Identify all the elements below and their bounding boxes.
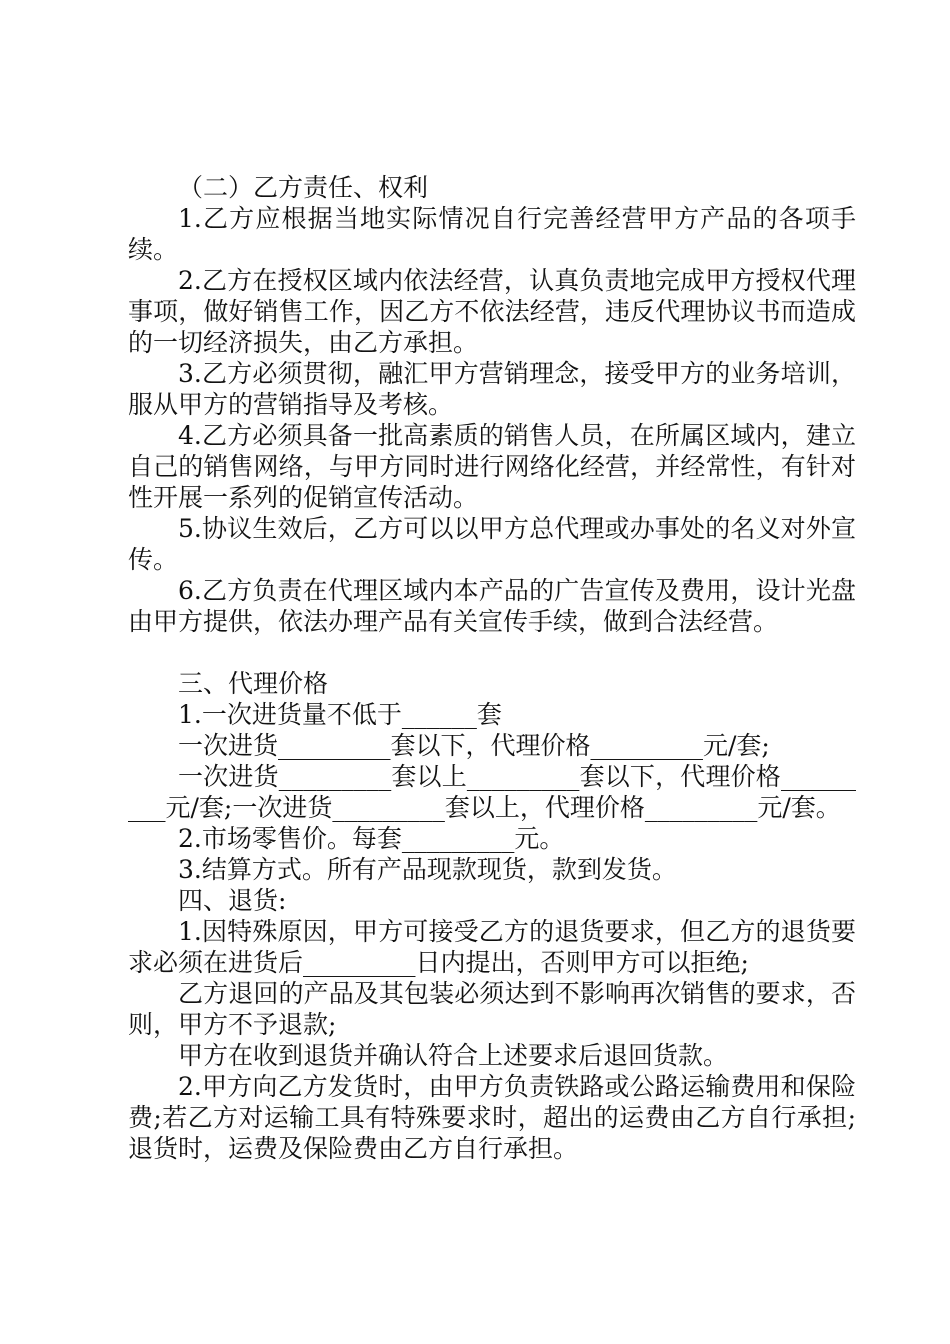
section4-item-4: 2.甲方向乙方发货时，由甲方负责铁路或公路运输费用和保险费;若乙方对运输工具有特殊要求时，超出的运费由乙方自行承担;退货时，运费及保险费由乙方自行承担。 [128,1072,856,1163]
section3-heading: 三、代理价格 [178,669,329,698]
part2-item-3: 3.乙方必须贯彻，融汇甲方营销理念，接受甲方的业务培训，服从甲方的营销指导及考核。 [128,359,856,419]
part2-item-4: 4.乙方必须具备一批高素质的销售人员，在所属区域内，建立自己的销售网络，与甲方同时进行网络化经营，并经常性，有针对性开展一系列的促销宣传活动。 [128,421,856,512]
section3-item-2: 一次进货_________套以下，代理价格_________元/套; [178,731,770,760]
part2-item-5: 5.协议生效后，乙方可以以甲方总代理或办事处的名义对外宣传。 [128,514,856,574]
section3-item-3: 一次进货_________套以上_________套以下，代理价格_________元/套;一次进货_________套以上，代理价格_________元/套。 [128,762,856,822]
part2-item-2: 2.乙方在授权区域内依法经营，认真负责地完成甲方授权代理事项，做好销售工作，因乙方不依法经营，违反代理协议书而造成的一切经济损失，由乙方承担。 [128,266,856,357]
section4-heading: 四、退货: [178,886,287,915]
part2-item-6: 6.乙方负责在代理区域内本产品的广告宣传及费用，设计光盘由甲方提供，依法办理产品有关宣传手续，做到合法经营。 [128,576,856,636]
section3-item-4: 2.市场零售价。每套_________元。 [178,824,565,853]
section3-item-5: 3.结算方式。所有产品现款现货，款到发货。 [178,855,677,884]
part2-item-1: 1.乙方应根据当地实际情况自行完善经营甲方产品的各项手续。 [128,204,856,264]
section4-item-2: 乙方退回的产品及其包装必须达到不影响再次销售的要求，否则，甲方不予退款; [128,979,856,1039]
part2-heading: （二）乙方责任、权利 [178,173,429,202]
section4-item-3: 甲方在收到退货并确认符合上述要求后退回货款。 [178,1041,729,1070]
section3-item-1: 1.一次进货量不低于______套 [178,700,502,729]
section4-item-1: 1.因特殊原因，甲方可接受乙方的退货要求，但乙方的退货要求必须在进货后_________日内提出，否则甲方可以拒绝; [128,917,856,977]
document-page [128,172,856,1164]
